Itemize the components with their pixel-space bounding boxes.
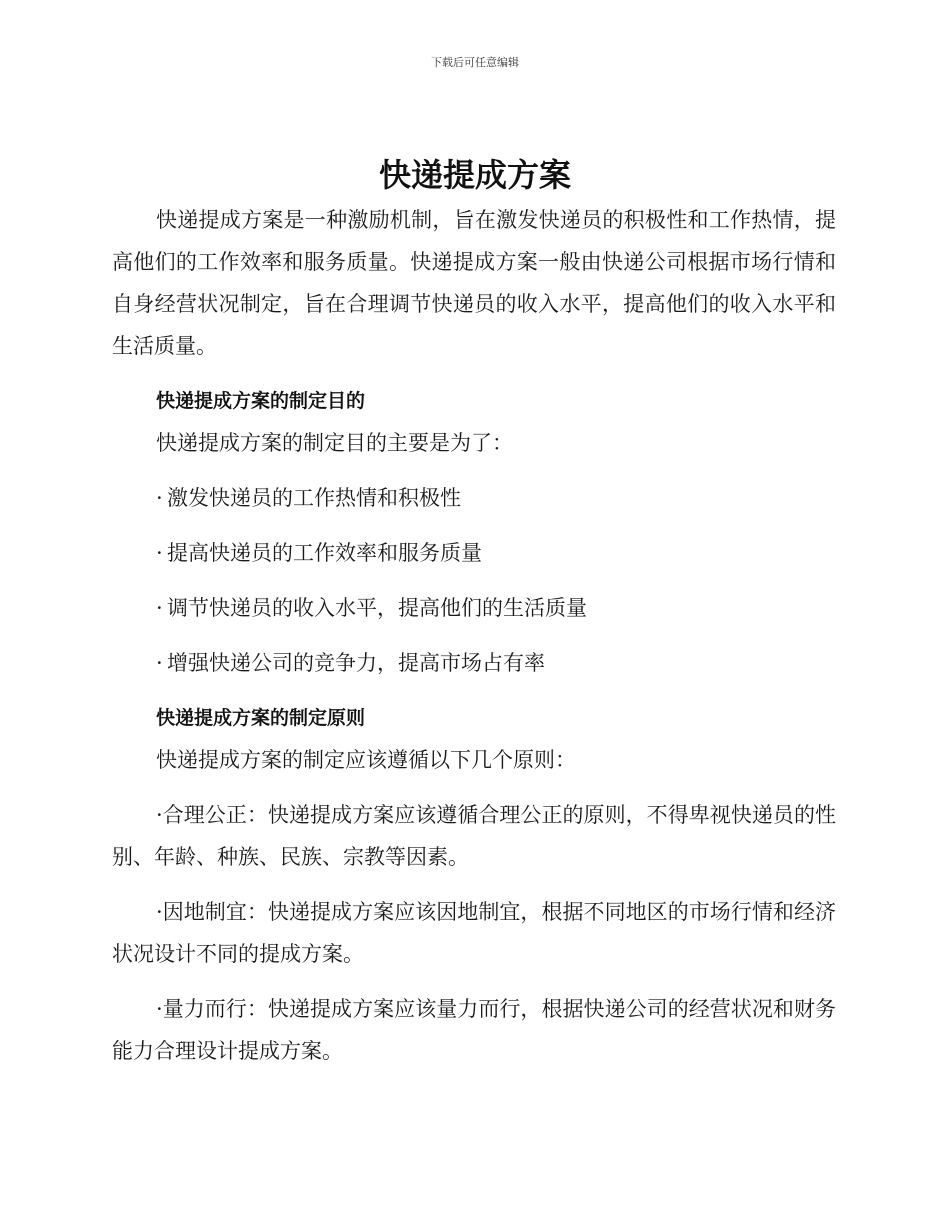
bullet-icon: ·	[156, 541, 163, 565]
bullet-icon: ·	[156, 486, 163, 510]
list-item	[112, 587, 836, 629]
list-item-text: 激发快递员的工作热情和积极性	[167, 486, 461, 510]
list-item-text: 提高快递员的工作效率和服务质量	[167, 541, 482, 565]
section-heading-principles: 快递提成方案的制定原则	[156, 707, 366, 729]
bullet-icon: ·	[156, 651, 163, 675]
bullet-icon: ·	[156, 596, 163, 620]
list-item-text: 调节快递员的收入水平，提高他们的生活质量	[167, 596, 587, 620]
list-item	[112, 532, 836, 574]
document-title: 快递提成方案	[378, 156, 571, 194]
list-item-text: 增强快递公司的竞争力，提高市场占有率	[167, 651, 545, 675]
header-note: 下载后可任意编辑	[431, 56, 519, 69]
principle-paragraph: ·量力而行：快递提成方案应该量力而行，根据快递公司的经营状况和财务能力合理设计提成方案。	[112, 997, 836, 1063]
principle-paragraph: ·合理公正：快递提成方案应该遵循合理公正的原则，不得卑视快递员的性别、年龄、种族、民族、宗教等因素。	[112, 803, 836, 869]
list-item	[112, 642, 836, 684]
intro-paragraph: 快递提成方案是一种激励机制，旨在激发快递员的积极性和工作热情，提高他们的工作效率和服务质量。快递提成方案一般由快递公司根据市场行情和自身经营状况制定，旨在合理调节快递员的收入水平，提高他们的收入水平和生活质量。	[112, 208, 836, 358]
document-body	[112, 199, 836, 1072]
principle-paragraph: ·因地制宜：快递提成方案应该因地制宜，根据不同地区的市场行情和经济状况设计不同的提成方案。	[112, 900, 836, 966]
section-lead-purpose: 快递提成方案的制定目的主要是为了：	[156, 431, 513, 455]
list-item	[112, 477, 836, 519]
section-heading-purpose: 快递提成方案的制定目的	[156, 390, 366, 412]
section-lead-principles: 快递提成方案的制定应该遵循以下几个原则：	[156, 748, 576, 772]
